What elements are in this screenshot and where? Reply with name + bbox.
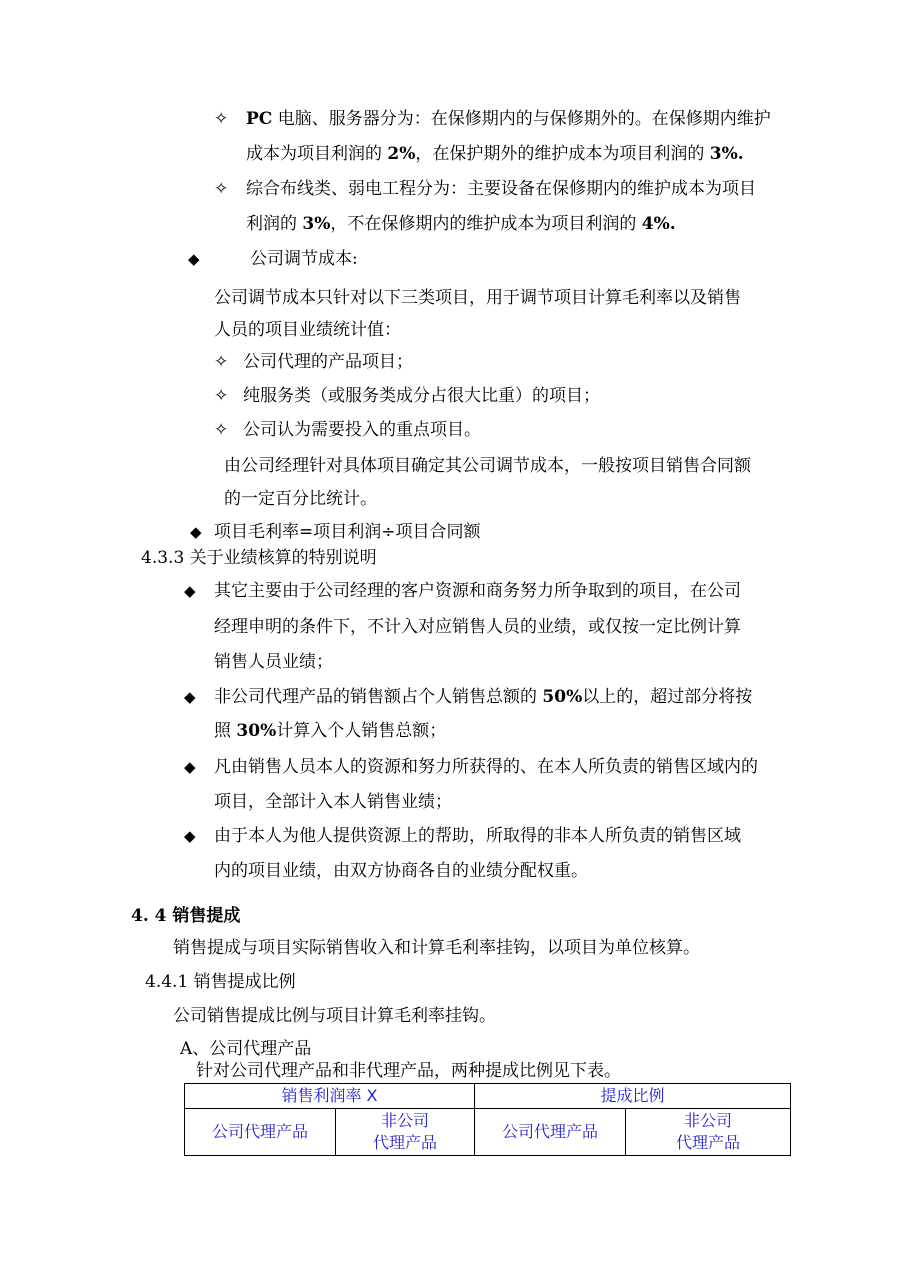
solid-bullet-icon: ◆ (190, 523, 202, 541)
solid-bullet-icon: ◆ (184, 758, 196, 776)
table-cell (336, 1109, 475, 1156)
section-heading: 4.3.3 关于业绩核算的特别说明 (141, 548, 377, 568)
list-item: 纯服务类（或服务类成分占很大比重）的项目； (243, 386, 600, 406)
bullet-text: 综合布线类、弱电工程分为：主要设备在保修期内的维护成本为项目 (246, 179, 756, 199)
cell-line: 非公司 (380, 1111, 429, 1130)
table-header-cell: 销售利润率 X (185, 1084, 475, 1109)
bullet-text (246, 108, 771, 130)
paragraph-line: 销售提成与项目实际销售收入和计算毛利率挂钩，以项目为单位核算。 (173, 938, 700, 958)
subsection-heading: 4.4.1 销售提成比例 (145, 972, 296, 992)
text-run: 4%. (641, 214, 676, 234)
commission-table (184, 1083, 791, 1156)
text-run: 3%. (709, 144, 744, 164)
table-cell: 公司代理产品 (185, 1109, 336, 1156)
hollow-bullet-icon: ✧ (214, 179, 229, 199)
paragraph-line (214, 686, 752, 708)
text-run: 计算入个人销售总额； (276, 721, 447, 741)
cell-line: 代理产品 (675, 1133, 740, 1152)
solid-bullet-icon: ◆ (184, 827, 196, 845)
paragraph-line: 销售人员业绩； (214, 652, 333, 672)
hollow-bullet-icon: ✧ (214, 386, 229, 406)
paragraph-line: 项目，全部计入本人销售业绩； (214, 792, 452, 812)
bullet-text (246, 213, 676, 235)
text-run: 以上的，超过部分将按 (582, 687, 753, 707)
text-run: 3% (302, 214, 331, 234)
paragraph-line: 的一定百分比统计。 (224, 489, 377, 509)
text-run: 2% (387, 144, 416, 164)
paragraph-line: 针对公司代理产品和非代理产品，两种提成比例见下表。 (196, 1061, 621, 1081)
text-run: 非公司代理产品的销售额占个人销售总额的 (214, 687, 543, 707)
list-item: 公司认为需要投入的重点项目。 (243, 420, 481, 440)
paragraph-line: 内的项目业绩，由双方协商各自的业绩分配权重。 (214, 861, 588, 881)
text-run: 成本为项目利润的 (246, 144, 388, 164)
paragraph-line: 凡由销售人员本人的资源和努力所获得的、在本人所负责的销售区域内的 (214, 757, 758, 777)
table-cell: 公司代理产品 (475, 1109, 626, 1156)
paragraph-line: 公司销售提成比例与项目计算毛利率挂钩。 (173, 1006, 496, 1026)
hollow-bullet-icon: ✧ (214, 352, 229, 372)
item-label: A、公司代理产品 (180, 1039, 312, 1059)
paragraph-line: 由公司经理针对具体项目确定其公司调节成本，一般按项目销售合同额 (224, 456, 751, 476)
table-row (185, 1084, 791, 1109)
paragraph-line: 经理申明的条件下，不计入对应销售人员的业绩，或仅按一定比例计算 (214, 617, 741, 637)
paragraph-line: 人员的项目业绩统计值： (214, 320, 401, 340)
hollow-bullet-icon: ✧ (214, 109, 229, 129)
bullet-text (246, 143, 744, 165)
cell-line: 代理产品 (372, 1133, 437, 1152)
hollow-bullet-icon: ✧ (214, 420, 229, 440)
table-row (185, 1109, 791, 1156)
formula-line: 项目毛利率=项目利润÷项目合同额 (214, 522, 481, 542)
text-run: 照 (214, 721, 237, 741)
text-run: 50% (542, 687, 583, 707)
table-cell (626, 1109, 791, 1156)
solid-bullet-icon: ◆ (188, 250, 200, 268)
list-item: 公司代理的产品项目； (243, 352, 413, 372)
text-run: 电脑、服务器分为：在保修期内的与保修期外的。在保修期内维护 (272, 109, 771, 129)
section-title: 公司调节成本: (250, 249, 358, 269)
text-run: 30% (236, 721, 277, 741)
text-run: ，在保护期外的维护成本为项目利润的 (415, 144, 710, 164)
table-header-cell: 提成比例 (475, 1084, 791, 1109)
paragraph-line: 由于本人为他人提供资源上的帮助，所取得的非本人所负责的销售区域 (214, 826, 741, 846)
solid-bullet-icon: ◆ (184, 582, 196, 600)
solid-bullet-icon: ◆ (184, 688, 196, 706)
text-run: PC (246, 109, 273, 129)
text-run: ，不在保修期内的维护成本为项目利润的 (330, 214, 642, 234)
paragraph-line (214, 720, 446, 742)
section-heading: 4. 4 销售提成 (131, 906, 241, 926)
cell-line: 非公司 (683, 1111, 732, 1130)
paragraph-line: 公司调节成本只针对以下三类项目，用于调节项目计算毛利率以及销售 (214, 288, 741, 308)
text-run: 利润的 (246, 214, 303, 234)
paragraph-line: 其它主要由于公司经理的客户资源和商务努力所争取到的项目，在公司 (214, 581, 741, 601)
